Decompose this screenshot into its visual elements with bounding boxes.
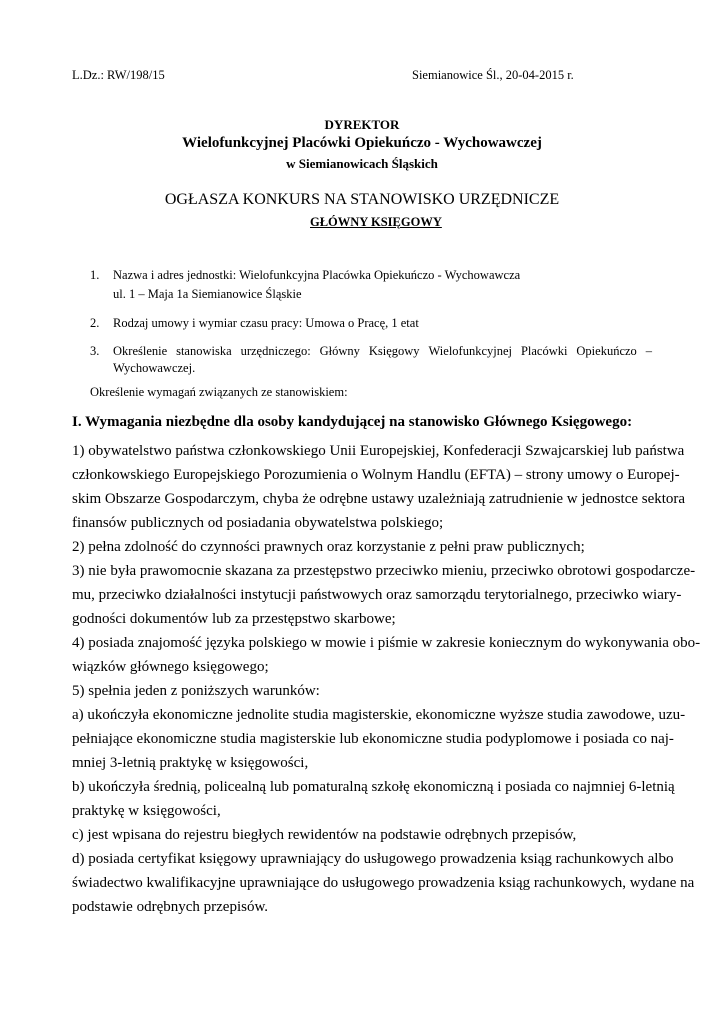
body-line: mniej 3-letnią praktykę w księgowości, bbox=[72, 755, 309, 771]
body-line: finansów publicznych od posiadania obywatelstwa polskiego; bbox=[72, 515, 444, 531]
body-line: 1) obywatelstwo państwa członkowskiego Unii Europejskiej, Konfederacji Szwajcarskiej lub państwa bbox=[72, 443, 685, 459]
item-text-justified bbox=[113, 344, 652, 359]
item-number: 2. bbox=[90, 316, 100, 330]
word: Określenie bbox=[113, 344, 168, 358]
item-text: ul. 1 – Maja 1a Siemianowice Śląskie bbox=[113, 287, 302, 301]
body-line: godności dokumentów lub za przestępstwo skarbowe; bbox=[72, 611, 396, 627]
word: – bbox=[645, 344, 652, 358]
position-title: GŁÓWNY KSIĘGOWY bbox=[310, 215, 442, 229]
word: urzędniczego: bbox=[240, 344, 311, 358]
body-line: 2) pełna zdolność do czynności prawnych oraz korzystanie z pełni praw publicznych; bbox=[72, 539, 585, 555]
institution-location: w Siemianowicach Śląskich bbox=[286, 156, 438, 171]
item-text: Nazwa i adres jednostki: Wielofunkcyjna Placówka Opiekuńczo - Wychowawcza bbox=[113, 268, 521, 282]
body-line: c) jest wpisana do rejestru biegłych rewidentów na podstawie odrębnych przepisów, bbox=[72, 827, 577, 843]
reference-number: L.Dz.: RW/198/15 bbox=[72, 68, 165, 82]
body-line: wiązków głównego księgowego; bbox=[72, 659, 269, 675]
word: stanowiska bbox=[176, 344, 232, 358]
body-line: członkowskiego Europejskiego Porozumienia o Wolnym Handlu (EFTA) – strony umowy o Europej- bbox=[72, 467, 680, 483]
body-line: 3) nie była prawomocnie skazana za przestępstwo przeciwko mieniu, przeciwko obrotowi gospodarcze- bbox=[72, 563, 696, 579]
body-line: mu, przeciwko działalności instytucji państwowych oraz samorządu terytorialnego, przeciwko wiary- bbox=[72, 587, 682, 603]
word: Główny bbox=[319, 344, 360, 358]
body-line: pełniające ekonomiczne studia magisterskie lub ekonomiczne studia podyplomowe i posiada co naj- bbox=[72, 731, 674, 747]
item-number: 3. bbox=[90, 344, 100, 358]
body-line: b) ukończyła średnią, policealną lub pomaturalną szkołę ekonomiczną i posiada co najmniej 6-letnią bbox=[72, 779, 675, 795]
word: Opiekuńczo bbox=[576, 344, 637, 358]
word: Placówki bbox=[520, 344, 568, 358]
word: Wielofunkcyjnej bbox=[428, 344, 512, 358]
item-number: 1. bbox=[90, 268, 100, 282]
requirements-intro: Określenie wymagań związanych ze stanowiskiem: bbox=[90, 385, 348, 399]
announcement-title: OGŁASZA KONKURS NA STANOWISKO URZĘDNICZE bbox=[164, 191, 560, 208]
body-line: skim Obszarze Gospodarczym, chyba że odrębne ustawy uzależniają zatrudnienie w jednostce sektora bbox=[72, 491, 686, 507]
body-line: 4) posiada znajomość języka polskiego w mowie i piśmie w zakresie koniecznym do wykonywania obo- bbox=[72, 635, 701, 651]
director-heading: DYREKTOR bbox=[324, 117, 400, 132]
body-line: d) posiada certyfikat księgowy uprawniający do usługowego prowadzenia ksiąg rachunkowych albo bbox=[72, 851, 674, 867]
place-date: Siemianowice Śl., 20-04-2015 r. bbox=[412, 68, 574, 82]
body-line: 5) spełnia jeden z poniższych warunków: bbox=[72, 683, 320, 699]
body-line: świadectwo kwalifikacyjne uprawniające do usługowego prowadzenia ksiąg rachunkowych, wydane na bbox=[72, 875, 695, 891]
section-heading: I. Wymagania niezbędne dla osoby kandydującej na stanowisko Głównego Księgowego: bbox=[72, 414, 633, 430]
item-text: Wychowawczej. bbox=[113, 361, 196, 375]
item-text: Rodzaj umowy i wymiar czasu pracy: Umowa o Pracę, 1 etat bbox=[113, 316, 419, 330]
body-line: podstawie odrębnych przepisów. bbox=[72, 899, 269, 915]
word: Księgowy bbox=[368, 344, 420, 358]
body-line: praktykę w księgowości, bbox=[72, 803, 221, 819]
institution-name: Wielofunkcyjnej Placówki Opiekuńczo - Wychowawczej bbox=[182, 135, 542, 151]
body-line: a) ukończyła ekonomiczne jednolite studia magisterskie, ekonomiczne wyższe studia zawodowe, uzu- bbox=[72, 707, 686, 723]
